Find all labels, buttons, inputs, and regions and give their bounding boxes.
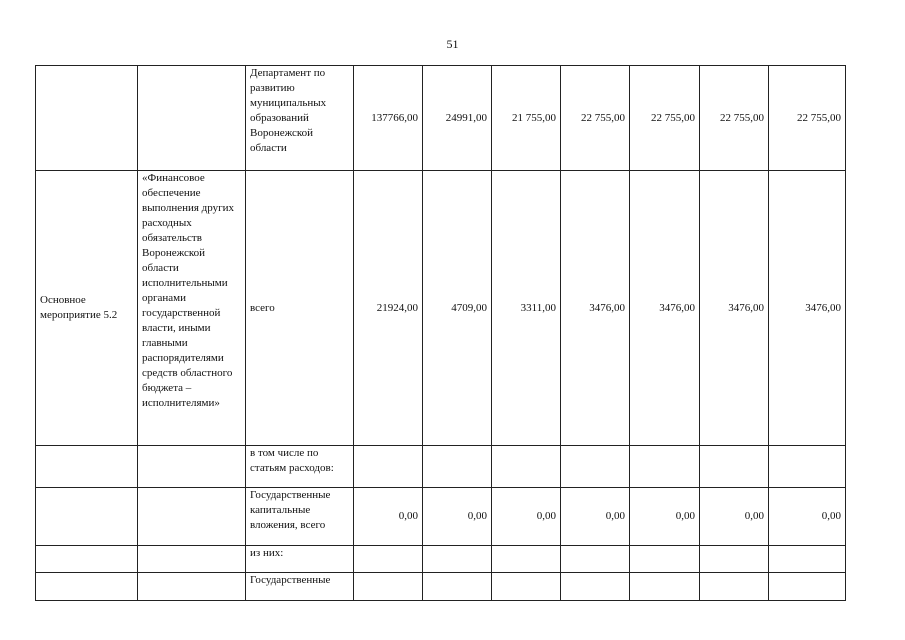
event-name-cell: «Финансовое обеспечение выполнения других расходных обязательств Воронежской области исполнительными органами государственной власти, иными главными распорядителями средств областного бюджета – исполнителями» xyxy=(138,171,246,446)
value-cell xyxy=(354,573,423,601)
event-name-cell xyxy=(138,573,246,601)
value-cell: 0,00 xyxy=(354,488,423,546)
value-cell xyxy=(630,546,700,573)
status-cell: Основное мероприятие 5.2 xyxy=(36,171,138,446)
value-cell xyxy=(423,446,492,488)
table-row xyxy=(36,546,846,573)
executor-cell: из них: xyxy=(246,546,354,573)
status-cell xyxy=(36,546,138,573)
table-row xyxy=(36,66,846,171)
value-cell: 0,00 xyxy=(630,488,700,546)
value-cell xyxy=(423,546,492,573)
value-cell: 22 755,00 xyxy=(561,66,630,171)
value-cell xyxy=(769,573,846,601)
value-cell: 0,00 xyxy=(561,488,630,546)
value-cell: 0,00 xyxy=(700,488,769,546)
value-cell: 22 755,00 xyxy=(769,66,846,171)
value-cell xyxy=(561,573,630,601)
value-cell: 24991,00 xyxy=(423,66,492,171)
value-cell xyxy=(492,446,561,488)
table-row xyxy=(36,573,846,601)
value-cell xyxy=(630,573,700,601)
value-cell xyxy=(492,546,561,573)
table-row xyxy=(36,446,846,488)
value-cell xyxy=(354,546,423,573)
value-cell xyxy=(769,546,846,573)
value-cell xyxy=(423,573,492,601)
executor-cell: Департамент по развитию муниципальных образований Воронежской области xyxy=(246,66,354,171)
value-cell: 3311,00 xyxy=(492,171,561,446)
event-name-cell xyxy=(138,546,246,573)
value-cell xyxy=(700,546,769,573)
status-cell xyxy=(36,573,138,601)
table-row xyxy=(36,488,846,546)
budget-table xyxy=(35,65,846,601)
value-cell xyxy=(561,546,630,573)
value-cell: 0,00 xyxy=(769,488,846,546)
executor-cell: всего xyxy=(246,171,354,446)
value-cell: 3476,00 xyxy=(769,171,846,446)
value-cell: 137766,00 xyxy=(354,66,423,171)
value-cell: 22 755,00 xyxy=(630,66,700,171)
page-number: 51 xyxy=(446,37,459,51)
value-cell xyxy=(492,573,561,601)
value-cell xyxy=(700,573,769,601)
value-cell: 21924,00 xyxy=(354,171,423,446)
executor-cell: Государственные капитальные вложения, всего xyxy=(246,488,354,546)
value-cell: 22 755,00 xyxy=(700,66,769,171)
value-cell: 21 755,00 xyxy=(492,66,561,171)
status-cell xyxy=(36,66,138,171)
value-cell: 3476,00 xyxy=(561,171,630,446)
value-cell xyxy=(769,446,846,488)
value-cell: 4709,00 xyxy=(423,171,492,446)
executor-cell: в том числе по статьям расходов: xyxy=(246,446,354,488)
status-cell xyxy=(36,488,138,546)
table-row xyxy=(36,171,846,446)
value-cell xyxy=(700,446,769,488)
value-cell: 0,00 xyxy=(423,488,492,546)
value-cell: 3476,00 xyxy=(700,171,769,446)
event-name-cell xyxy=(138,446,246,488)
value-cell: 3476,00 xyxy=(630,171,700,446)
status-cell xyxy=(36,446,138,488)
value-cell xyxy=(354,446,423,488)
executor-cell: Государственные xyxy=(246,573,354,601)
event-name-cell xyxy=(138,66,246,171)
value-cell xyxy=(561,446,630,488)
event-name-cell xyxy=(138,488,246,546)
value-cell xyxy=(630,446,700,488)
value-cell: 0,00 xyxy=(492,488,561,546)
